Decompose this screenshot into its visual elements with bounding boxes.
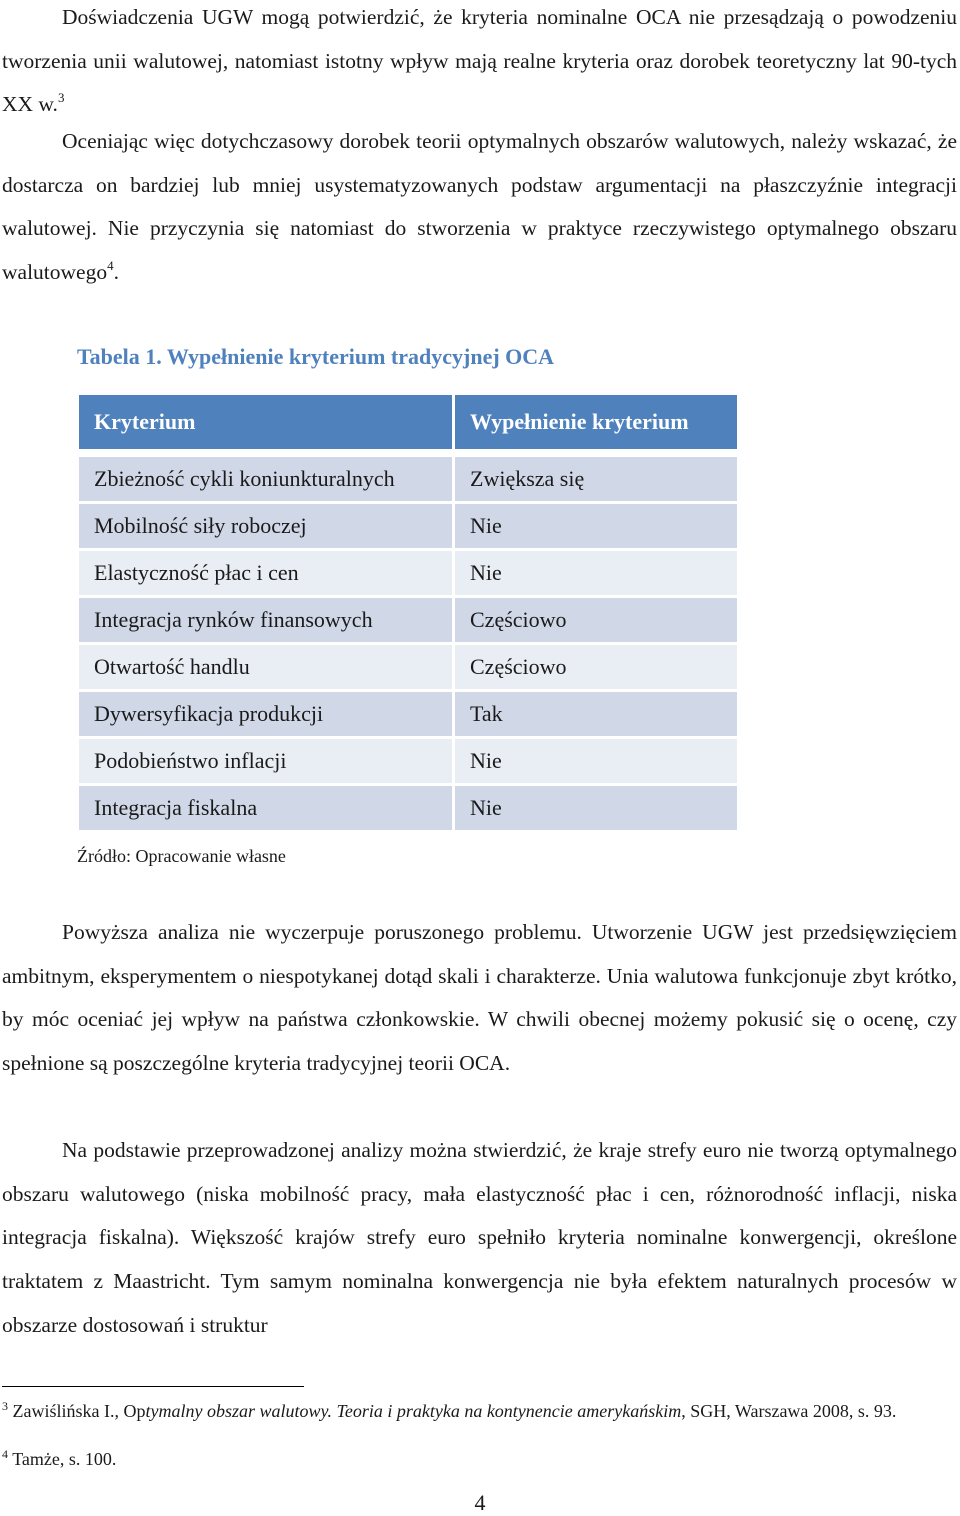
fulfillment-cell: Nie (455, 736, 737, 783)
table-row (79, 548, 737, 595)
header-criterion: Kryterium (79, 395, 455, 454)
fulfillment-cell: Nie (455, 548, 737, 595)
footnote-3 (2, 1400, 957, 1423)
footnote-number: 4 (2, 1447, 8, 1461)
table-source: Źródło: Opracowanie własne (77, 846, 286, 866)
footnote-text: Tamże, s. 100. (12, 1449, 117, 1469)
paragraph-analysis (2, 911, 957, 1086)
footnote-ref-4[interactable]: 4 (107, 258, 114, 274)
table-row (79, 454, 737, 501)
criterion-cell: Elastyczność płac i cen (79, 548, 455, 595)
table-row (79, 689, 737, 736)
header-fulfillment: Wypełnienie kryterium (455, 395, 737, 454)
footnote-separator (2, 1386, 304, 1387)
criteria-table (79, 395, 737, 830)
paragraph-conclusion (2, 1129, 957, 1348)
table-row (79, 783, 737, 830)
table-header-row (79, 395, 737, 454)
footnote-number: 3 (2, 1399, 8, 1413)
paragraph-text: Na podstawie przeprowadzonej analizy można stwierdzić, że kraje strefy euro nie tworzą optymalnego obszaru walutowego (niska mobilność pracy, mała elastyczność płac i cen, różnorodność inflacji, niska integracja fiskalna). Większość krajów strefy euro spełniło kryteria nominalne konwergencji, określone traktatem z Maastricht. Tym samym nominalna konwergencja nie była efektem naturalnych procesów w obszarze dostosowań i struktur (2, 1138, 957, 1337)
table-caption: Tabela 1. Wypełnienie kryterium tradycyjnej OCA (77, 344, 555, 369)
paragraph-end: . (113, 260, 119, 285)
fulfillment-cell: Nie (455, 501, 737, 548)
criterion-cell: Integracja rynków finansowych (79, 595, 455, 642)
paragraph-oca-theory (2, 120, 957, 295)
footnote-title: tymalny obszar walutowy. Teoria i praktyka na kontynencie amerykańskim (145, 1401, 682, 1421)
criterion-cell: Zbieżność cykli koniunkturalnych (79, 454, 455, 501)
fulfillment-cell: Częściowo (455, 595, 737, 642)
criterion-cell: Podobieństwo inflacji (79, 736, 455, 783)
page-number: 4 (474, 1490, 486, 1515)
criterion-cell: Integracja fiskalna (79, 783, 455, 830)
table-row (79, 501, 737, 548)
paragraph-text: Oceniając więc dotychczasowy dorobek teorii optymalnych obszarów walutowych, należy wskazać, że dostarcza on bardziej lub mniej usystematyzowanych podstaw argumentacji na płaszczyźnie integracji walutowej. Nie przyczynia się natomiast do stworzenia w praktyce rzeczywistego optymalnego obszaru walutowego (2, 129, 957, 285)
criterion-cell: Mobilność siły roboczej (79, 501, 455, 548)
fulfillment-cell: Nie (455, 783, 737, 830)
footnote-publisher: , SGH, Warszawa 2008, s. 93. (681, 1401, 897, 1421)
footnote-author: Zawiślińska I., Op (12, 1401, 146, 1421)
criterion-cell: Otwartość handlu (79, 642, 455, 689)
table-row (79, 595, 737, 642)
criterion-cell: Dywersyfikacja produkcji (79, 689, 455, 736)
fulfillment-cell: Zwiększa się (455, 454, 737, 501)
paragraph-text: Powyższa analiza nie wyczerpuje poruszonego problemu. Utworzenie UGW jest przedsięwzięciem ambitnym, eksperymentem o niespotykanej dotąd skali i charakterze. Unia walutowa funkcjonuje zbyt krótko, by móc oceniać jej wpływ na państwa członkowskie. W chwili obecnej możemy pokusić się o ocenę, czy spełnione są poszczególne kryteria tradycyjnej teorii OCA. (2, 920, 957, 1076)
footnote-ref-3[interactable]: 3 (57, 90, 65, 106)
fulfillment-cell: Tak (455, 689, 737, 736)
footnote-4 (2, 1448, 957, 1471)
paragraph-text: Doświadczenia UGW mogą potwierdzić, że kryteria nominalne OCA nie przesądzają o powodzeniu tworzenia unii walutowej, natomiast istotny wpływ mają realne kryteria oraz dorobek teoretyczny lat 90-tych XX w. (2, 5, 957, 117)
paragraph-oca-experience (2, 0, 957, 127)
table-row (79, 736, 737, 783)
fulfillment-cell: Częściowo (455, 642, 737, 689)
table-row (79, 642, 737, 689)
